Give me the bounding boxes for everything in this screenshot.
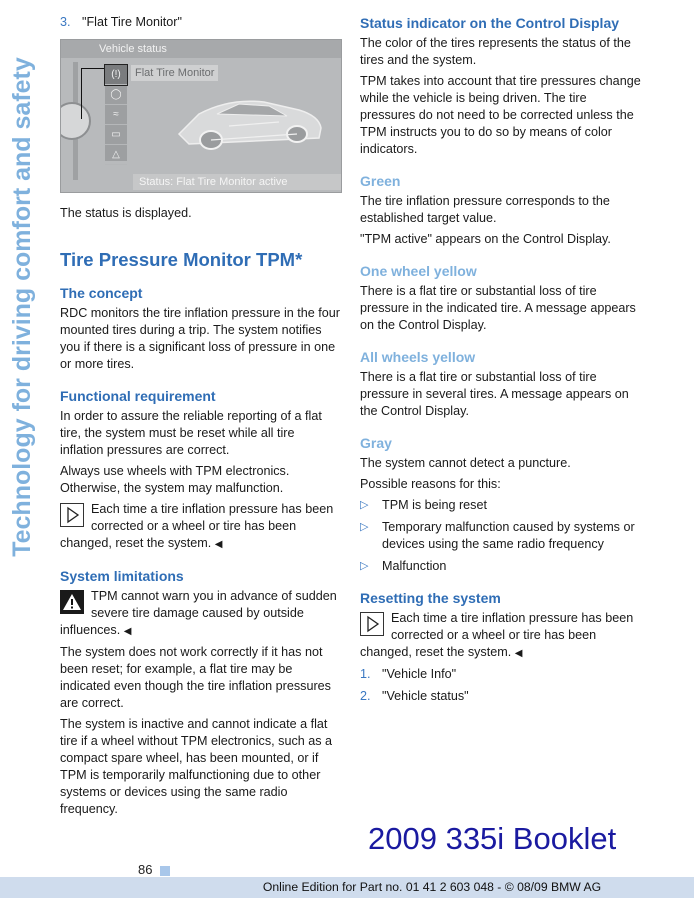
page-number: 86	[138, 862, 153, 877]
step-number: 3.	[60, 15, 71, 29]
oil-icon: ≈	[105, 105, 127, 125]
all-yellow-text: There is a flat tire or substantial loss of tire pressure in several tires. A message appears on the Control Display.	[360, 370, 629, 418]
reset-step-2	[360, 688, 642, 705]
footer-bar	[0, 877, 694, 898]
end-mark-icon: ◀	[214, 539, 223, 550]
end-mark-icon: ◀	[123, 626, 132, 637]
screen-title: Vehicle status	[61, 40, 341, 58]
left-column	[60, 14, 340, 822]
status-indicator-heading: Status indicator on the Control Display	[360, 15, 620, 31]
list-item: ▷ Temporary malfunction caused by systems or devices using the same radio frequency	[360, 520, 635, 551]
step-text: "Vehicle Info"	[382, 667, 457, 681]
booklet-label: 2009 335i Booklet	[368, 821, 617, 856]
main-heading: Tire Pressure Monitor TPM*	[60, 249, 303, 270]
limitations-p1: The system does not work correctly if it has not been reset; for example, a flat tire may be indicated even though the tire inflation pressures are correct.	[60, 645, 331, 710]
list-item: ▷ TPM is being reset	[360, 498, 487, 512]
warning-icon	[60, 590, 84, 614]
resetting-note-text: Each time a tire inflation pressure has been corrected or a wheel or tire has been changed, reset the system.	[360, 611, 634, 659]
all-yellow-heading: All wheels yellow	[360, 349, 476, 365]
end-mark-icon: ◀	[514, 648, 523, 659]
resetting-heading: Resetting the system	[360, 590, 501, 606]
step-text: "Vehicle status"	[382, 689, 469, 703]
warning-text: TPM cannot warn you in advance of sudden severe tire damage caused by outside influences.	[60, 589, 337, 637]
bullet-triangle-icon: ▷	[360, 499, 369, 511]
gray-p1: The system cannot detect a puncture.	[360, 456, 571, 470]
step-3	[60, 14, 340, 31]
one-yellow-heading: One wheel yellow	[360, 263, 477, 279]
green-heading: Green	[360, 173, 401, 189]
concept-text: RDC monitors the tire inflation pressure in the four mounted tires during a trip. The system notifies you if there is a significant loss of pressure in one or more tires.	[60, 306, 340, 371]
warning-triangle-icon: △	[105, 145, 127, 165]
limitations-warning	[60, 588, 340, 640]
right-column	[360, 14, 642, 710]
step-number: 1.	[360, 667, 371, 681]
status-indicator-p1: The color of the tires represents the status of the tires and the system.	[360, 36, 631, 67]
functional-note	[60, 501, 340, 553]
functional-note-text: Each time a tire inflation pressure has been corrected or a wheel or tire has been changed, reset the system.	[60, 502, 334, 550]
resetting-note	[360, 610, 642, 662]
control-display-screenshot	[60, 39, 342, 193]
step-number: 2.	[360, 689, 371, 703]
green-p2: "TPM active" appears on the Control Display.	[360, 232, 611, 246]
side-section-title: Technology for driving comfort and safety	[8, 57, 36, 557]
screen-menu	[105, 65, 127, 161]
car-illustration-icon	[169, 84, 329, 154]
one-yellow-text: There is a flat tire or substantial loss of tire pressure in the indicated tire. A message appears on the Control Display.	[360, 284, 636, 332]
bullet-triangle-icon: ▷	[360, 560, 369, 572]
gray-p2: Possible reasons for this:	[360, 477, 501, 491]
bullet-triangle-icon: ▷	[360, 521, 369, 533]
step-text: "Flat Tire Monitor"	[82, 15, 182, 29]
green-p1: The tire inflation pressure corresponds to the established target value.	[360, 194, 610, 225]
screen-menu-label: Flat Tire Monitor	[131, 65, 218, 81]
callout-line	[81, 68, 104, 119]
functional-heading: Functional requirement	[60, 388, 216, 404]
footer-text: Online Edition for Part no. 01 41 2 603 048 - © 08/09 BMW AG	[262, 880, 602, 894]
limitations-p2: The system is inactive and cannot indicate a flat tire if a wheel without TPM electronics, such as a compact spare wheel, has been mounted, or if TPM is temporarily malfunctioning due to other systems or devices using the same radio frequency.	[60, 717, 333, 816]
gray-heading: Gray	[360, 435, 392, 451]
functional-p1: In order to assure the reliable reporting of a flat tire, the system must be reset while all tire inflation pressures are correct.	[60, 409, 322, 457]
status-indicator-p2: TPM takes into account that tire pressures change while the vehicle is being driven. The tire pressures do not need to be corrected unless the TPM instructs you to do so by means of color indicators.	[360, 74, 641, 156]
flat-tire-menu-icon: (!)	[105, 65, 127, 85]
concept-heading: The concept	[60, 285, 143, 301]
status-displayed-text: The status is displayed.	[60, 206, 192, 220]
car-service-icon: ▭	[105, 125, 127, 145]
tire-icon: ◯	[105, 85, 127, 105]
note-play-icon	[60, 503, 84, 527]
note-play-icon	[360, 612, 384, 636]
reset-step-1	[360, 666, 642, 683]
limitations-heading: System limitations	[60, 568, 184, 584]
gray-reasons-list	[360, 497, 642, 575]
functional-p2: Always use wheels with TPM electronics. Otherwise, the system may malfunction.	[60, 464, 290, 495]
page-marker-square	[160, 866, 170, 876]
screen-status: Status: Flat Tire Monitor active	[133, 174, 341, 190]
list-item: ▷ Malfunction	[360, 559, 447, 573]
